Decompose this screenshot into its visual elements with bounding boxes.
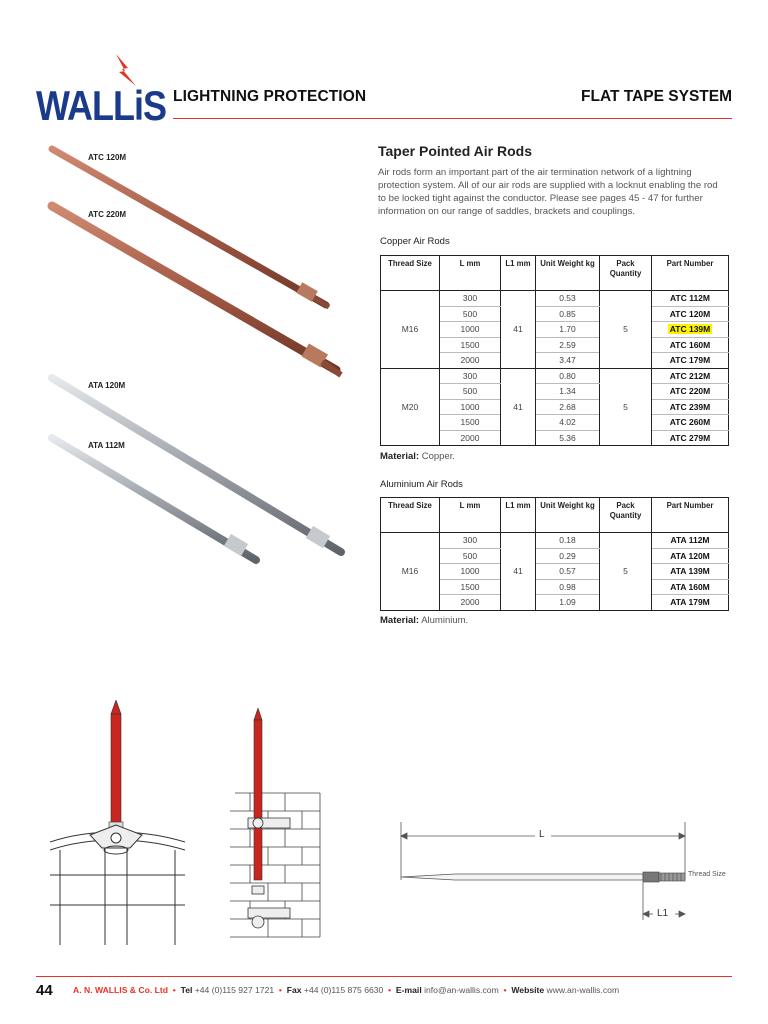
product-title: Taper Pointed Air Rods [378,143,533,159]
intro-paragraph: Air rods form an important part of the air termination network of a lightning protection system. All of our air rods are supplied with a locknut enabling the rod to be locked tight against the conductor. Please see pages 45 - 47 for further information on our range of saddles, brackets and couplings. [378,167,718,218]
l1-cell: 41 [501,368,536,446]
header-thread: Thread Size [381,498,440,533]
length-cell: 2000 [440,430,501,446]
thread-size-label: Thread Size [688,871,726,878]
length-cell: 1500 [440,337,501,353]
header-part: Part Number [652,498,729,533]
l1-cell: 41 [501,533,536,611]
fax-value: +44 (0)115 875 6630 [303,985,384,995]
table-row [381,291,729,307]
header-thread: Thread Size [381,256,440,291]
header-l: L mm [440,256,501,291]
header-weight: Unit Weight kg [536,256,600,291]
length-cell: 500 [440,306,501,322]
pack-cell: 5 [600,368,652,446]
label-atc-120m: ATC 120M [88,153,127,162]
header-l1: L1 mm [501,256,536,291]
header-part: Part Number [652,256,729,291]
header-l1: L1 mm [501,498,536,533]
weight-cell: 0.53 [536,291,600,307]
part-number-cell: ATC 239M [652,399,729,415]
part-number-cell: ATC 112M [652,291,729,307]
dimension-l-label: L [539,829,545,840]
wallis-logo [36,52,166,130]
email-link[interactable]: info@an-wallis.com [424,985,499,995]
weight-cell: 0.57 [536,564,600,580]
copper-material [380,451,455,462]
air-rod-red [109,700,123,829]
weight-cell: 0.29 [536,548,600,564]
l1-cell: 41 [501,291,536,369]
part-number-cell: ATA 160M [652,579,729,595]
length-cell: 1000 [440,399,501,415]
length-cell: 500 [440,384,501,400]
length-cell: 1000 [440,564,501,580]
copper-subhead: Copper Air Rods [380,236,450,247]
separator-bullet: • [276,985,285,995]
weight-cell: 0.85 [536,306,600,322]
header-l: L mm [440,498,501,533]
separator-bullet: • [170,985,179,995]
thread-cell: M16 [381,533,440,611]
weight-cell: 5.36 [536,430,600,446]
table-row [381,533,729,549]
length-cell: 2000 [440,353,501,369]
label-atc-220m: ATC 220M [88,210,127,219]
section-title: LIGHTNING PROTECTION [173,88,367,105]
pack-cell: 5 [600,533,652,611]
length-cell: 300 [440,368,501,384]
part-number-cell: ATC 220M [652,384,729,400]
length-cell: 2000 [440,595,501,611]
dimension-l1-label: L1 [657,908,669,919]
weight-cell: 2.68 [536,399,600,415]
weight-cell: 1.09 [536,595,600,611]
length-cell: 1500 [440,579,501,595]
part-number-cell: ATA 179M [652,595,729,611]
weight-cell: 3.47 [536,353,600,369]
rod-outline [401,872,685,882]
weight-cell: 0.18 [536,533,600,549]
length-cell: 300 [440,291,501,307]
company-name: A. N. WALLIS & Co. Ltd [73,985,168,995]
air-rods-photo [36,140,356,580]
part-number-cell: ATA 139M [652,564,729,580]
weight-cell: 0.98 [536,579,600,595]
material-value: Aluminium. [421,615,469,626]
weight-cell: 4.02 [536,415,600,431]
email-label: E-mail [395,985,422,995]
part-number-cell: ATC 179M [652,353,729,369]
table-row [381,368,729,384]
header-divider [173,118,732,119]
part-number-cell: ATC 212M [652,368,729,384]
footer-contact [73,985,619,995]
length-cell: 1500 [440,415,501,431]
material-value: Copper. [421,451,455,462]
label-ata-112m: ATA 112M [88,441,125,450]
length-cell: 1000 [440,322,501,338]
weight-cell: 0.80 [536,368,600,384]
part-number-cell: ATC 260M [652,415,729,431]
website-link[interactable]: www.an-wallis.com [546,985,620,995]
dimension-diagram [395,822,735,922]
tel-value: +44 (0)115 927 1721 [194,985,275,995]
thread-cell: M16 [381,291,440,369]
fax-label: Fax [286,985,302,995]
aluminium-table [380,497,729,611]
part-number-cell: ATC 120M [652,306,729,322]
page-number: 44 [36,982,53,999]
footer-divider [36,976,732,977]
part-number-cell: ATC 160M [652,337,729,353]
length-cell: 300 [440,533,501,549]
ridge-installation-illustration [50,700,185,945]
tel-label: Tel [180,985,193,995]
system-title: FLAT TAPE SYSTEM [581,88,732,105]
pack-cell: 5 [600,291,652,369]
copper-table [380,255,729,446]
aluminium-material [380,615,468,626]
material-label: Material: [380,615,420,626]
website-label: Website [511,985,545,995]
wall-bracket-illustration [230,708,325,946]
logo-text: WALLiS [36,82,166,130]
weight-cell: 2.59 [536,337,600,353]
header-weight: Unit Weight kg [536,498,600,533]
separator-bullet: • [501,985,509,995]
highlighted-part: ATC 139M [669,324,711,335]
thread-cell: M20 [381,368,440,446]
air-rod-red [254,708,262,880]
part-number-cell: ATC 279M [652,430,729,446]
weight-cell: 1.70 [536,322,600,338]
header-pack: Pack Quantity [600,256,652,291]
weight-cell: 1.34 [536,384,600,400]
part-number-cell: ATA 120M [652,548,729,564]
separator-bullet: • [385,985,394,995]
part-number-cell-highlighted [652,322,729,338]
part-number-cell: ATA 112M [652,533,729,549]
aluminium-rod-short [52,438,256,560]
length-cell: 500 [440,548,501,564]
aluminium-subhead: Aluminium Air Rods [380,479,463,490]
material-label: Material: [380,451,420,462]
header-pack: Pack Quantity [600,498,652,533]
label-ata-120m: ATA 120M [88,381,126,390]
